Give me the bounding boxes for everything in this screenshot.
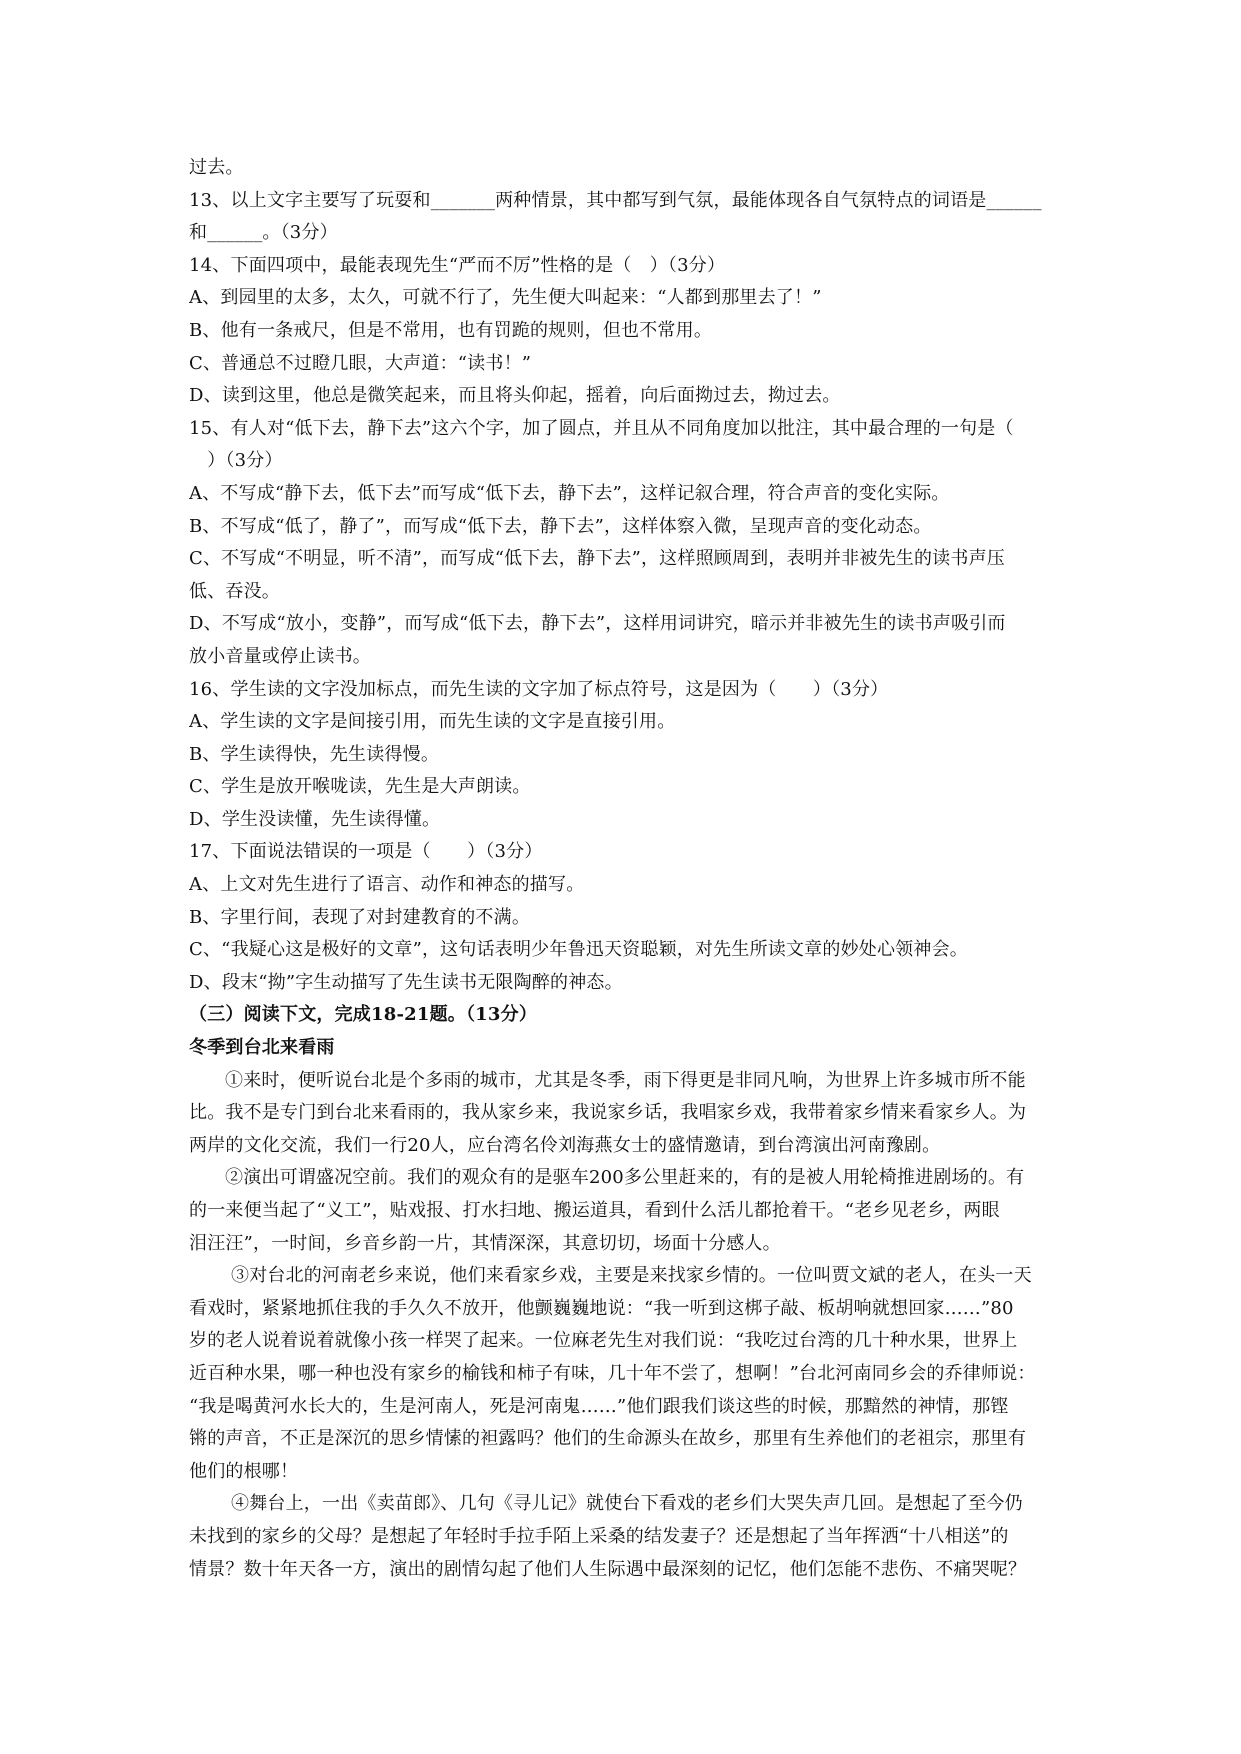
text-line: 16、学生读的文字没加标点，而先生读的文字加了标点符号，这是因为（ ）（3分）	[189, 678, 889, 700]
text-line: 冬季到台北来看雨	[189, 1037, 335, 1059]
text-line: D、不写成“放小，变静”，而写成“低下去，静下去”，这样用词讲究，暗示并非被先生的读书声吸引而	[189, 613, 1006, 635]
text-line: ）（3分）	[189, 450, 283, 472]
text-line: D、学生没读懂，先生读得懂。	[189, 808, 441, 830]
text-line: D、段末“拗”字生动描写了先生读书无限陶醉的神态。	[189, 971, 623, 993]
text-line: B、字里行间，表现了对封建教育的不满。	[189, 906, 531, 928]
text-line: 两岸的文化交流，我们一行20人，应台湾名伶刘海燕女士的盛情邀请，到台湾演出河南豫剧。	[189, 1134, 941, 1156]
text-line: ④舞台上，一出《卖苗郎》、几句《寻儿记》就使台下看戏的老乡们大哭失声几回。是想起了至今仍	[231, 1493, 1023, 1515]
text-line: 和______。（3分）	[189, 222, 338, 244]
text-line: 近百种水果，哪一种也没有家乡的榆钱和柿子有味，几十年不尝了，想啊！”台北河南同乡会的乔律师说：	[189, 1362, 1036, 1384]
text-line: C、学生是放开喉咙读，先生是大声朗读。	[189, 776, 531, 798]
text-line: ①来时，便听说台北是个多雨的城市，尤其是冬季，雨下得更是非同凡响，为世界上许多城市所不能	[225, 1069, 1026, 1091]
text-line: ②演出可谓盛况空前。我们的观众有的是驱车200多公里赶来的，有的是被人用轮椅推进剧场的。有	[225, 1167, 1025, 1189]
text-line: 15、有人对“低下去，静下去”这六个字，加了圆点，并且从不同角度加以批注，其中最合理的一句是（	[189, 417, 1014, 439]
text-line: C、“我疑心这是极好的文章”，这句话表明少年鲁迅天资聪颖，对先生所读文章的妙处心领神会。	[189, 939, 968, 961]
text-line: 14、下面四项中，最能表现先生“严而不厉”性格的是（ ）（3分）	[189, 254, 726, 276]
document-body	[189, 152, 1069, 1586]
text-line: 泪汪汪”，一时间，乡音乡韵一片，其情深深，其意切切，场面十分感人。	[189, 1232, 781, 1254]
text-line: （三）阅读下文，完成18-21题。（13分）	[189, 1004, 538, 1026]
text-line: A、学生读的文字是间接引用，而先生读的文字是直接引用。	[189, 711, 676, 733]
text-line: 的一来便当起了“义工”，贴戏报、打水扫地、搬运道具，看到什么活儿都抢着干。“老乡见老乡，两眼	[189, 1200, 1000, 1221]
text-line: A、上文对先生进行了语言、动作和神态的描写。	[189, 874, 585, 896]
text-line: C、普通总不过瞪几眼，大声道：“读书！”	[189, 352, 532, 374]
text-line: B、学生读得快，先生读得慢。	[189, 743, 440, 765]
text-line: 看戏时，紧紧地抓住我的手久久不放开，他颤巍巍地说：“我一听到这梆子敲、板胡响就想回家……”80	[189, 1297, 1014, 1319]
text-line: 情景？数十年天各一方，演出的剧情勾起了他们人生际遇中最深刻的记忆，他们怎能不悲伤、不痛哭呢？	[189, 1558, 1027, 1580]
text-line: 比。我不是专门到台北来看雨的，我从家乡来，我说家乡话，我唱家乡戏，我带着家乡情来看家乡人。为	[189, 1102, 1027, 1124]
text-line: 低、吞没。	[189, 580, 280, 602]
text-line: 锵的声音，不正是深沉的思乡情愫的袒露吗？他们的生命源头在故乡，那里有生养他们的老祖宗，那里有	[189, 1428, 1027, 1450]
text-line: 放小音量或停止读书。	[189, 645, 371, 667]
text-line: “我是喝黄河水长大的，生是河南人，死是河南鬼……”他们跟我们谈这些的时候，那黯然的神情，那铿	[189, 1395, 1009, 1417]
text-line: 岁的老人说着说着就像小孩一样哭了起来。一位麻老先生对我们说：“我吃过台湾的几十种水果，世界上	[189, 1330, 1018, 1352]
text-line: A、不写成“静下去，低下去”而写成“低下去，静下去”，这样记叙合理，符合声音的变化实际。	[189, 482, 950, 504]
text-line: D、读到这里，他总是微笑起来，而且将头仰起，摇着，向后面拗过去，拗过去。	[189, 385, 841, 407]
text-line: B、不写成“低了，静了”，而写成“低下去，静下去”，这样体察入微，呈现声音的变化动态。	[189, 515, 932, 537]
text-line: A、到园里的太多，太久，可就不行了，先生便大叫起来：“人都到那里去了！”	[189, 287, 822, 309]
text-line: 过去。	[189, 157, 244, 178]
text-line: 他们的根哪！	[189, 1460, 299, 1482]
text-line: B、他有一条戒尺，但是不常用，也有罚跪的规则，但也不常用。	[189, 319, 713, 341]
text-line: 17、下面说法错误的一项是（ ）（3分）	[189, 841, 543, 863]
text-line: 未找到的家乡的父母？是想起了年轻时手拉手陌上采桑的结发妻子？还是想起了当年挥洒“十八相送”的	[189, 1525, 1009, 1547]
text-line: 13、以上文字主要写了玩耍和_______两种情景，其中都写到气氛，最能体现各自气氛特点的词语是______	[189, 189, 1042, 211]
text-line: C、不写成“不明显，听不清”，而写成“低下去，静下去”，这样照顾周到，表明并非被先生的读书声压	[189, 548, 1005, 570]
text-line: ③对台北的河南老乡来说，他们来看家乡戏，主要是来找家乡情的。一位叫贾文斌的老人，在头一天	[231, 1265, 1032, 1287]
